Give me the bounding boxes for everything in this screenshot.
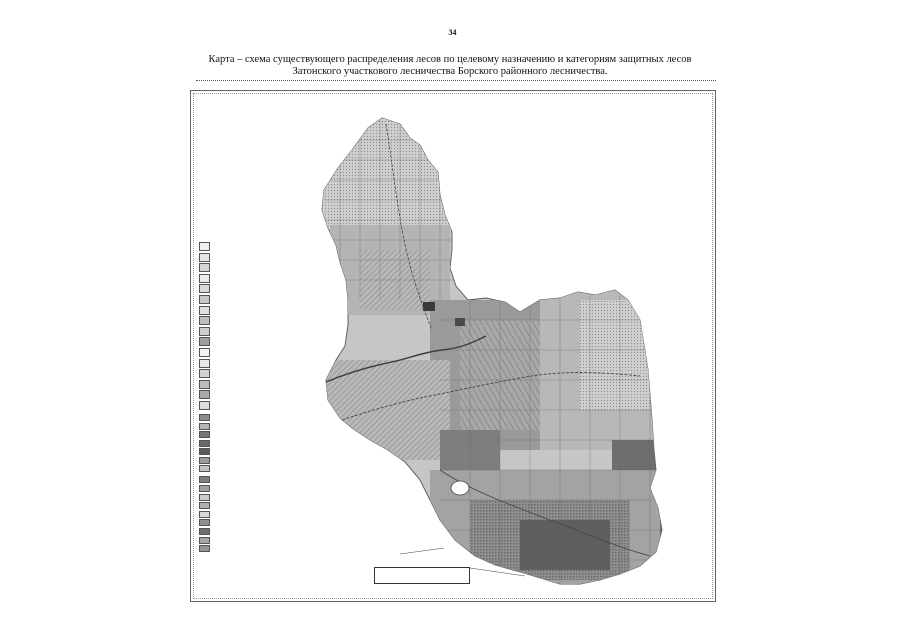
legend-item (199, 448, 364, 455)
boundary-legend-box (374, 567, 470, 584)
legend-swatch (199, 414, 210, 421)
legend-swatch (199, 306, 210, 315)
legend-item (199, 327, 364, 336)
legend-swatch (199, 295, 210, 304)
legend-swatch (199, 369, 210, 378)
legend-swatch (199, 284, 210, 293)
legend-item (199, 545, 364, 552)
legend-item (199, 440, 364, 447)
legend-swatch (199, 485, 210, 492)
legend-swatch (199, 519, 210, 526)
legend-swatch (199, 316, 210, 325)
legend-item (199, 337, 364, 346)
legend-item (199, 348, 364, 357)
settlement-block (455, 318, 465, 326)
legend-swatch (199, 337, 210, 346)
legend-item (199, 431, 364, 438)
legend-swatch (199, 380, 210, 389)
legend-swatch (199, 348, 210, 357)
legend-item (199, 476, 364, 483)
legend-item (199, 253, 364, 262)
legend-item (199, 502, 364, 509)
legend-swatch (199, 423, 210, 430)
legend-swatch (199, 457, 210, 464)
legend-swatch (199, 242, 210, 251)
legend-item (199, 316, 364, 325)
settlement-block (423, 302, 435, 311)
legend-swatch (199, 545, 210, 552)
legend-swatch (199, 465, 210, 472)
legend-item (199, 511, 364, 518)
map-title-line2: Затонского участкового лесничества Борского районного лесничества. (292, 66, 608, 77)
legend-item (199, 519, 364, 526)
legend-item (199, 274, 364, 283)
legend-swatch (199, 528, 210, 535)
legend-item (199, 494, 364, 501)
legend-item (199, 263, 364, 272)
legend-swatch (199, 448, 210, 455)
legend-swatch (199, 494, 210, 501)
label-leader (400, 548, 444, 554)
legend-item (199, 465, 364, 472)
lake (451, 481, 469, 495)
legend-item (199, 401, 364, 410)
legend-swatch (199, 274, 210, 283)
page-number: 34 (448, 28, 457, 37)
legend-item (199, 295, 364, 304)
legend-swatch (199, 511, 210, 518)
legend-item (199, 414, 364, 421)
legend-item (199, 423, 364, 430)
legend-swatch (199, 253, 210, 262)
legend-item (199, 380, 364, 389)
legend-swatch (199, 476, 210, 483)
legend-swatch (199, 431, 210, 438)
legend-swatch (199, 440, 210, 447)
legend-swatch (199, 537, 210, 544)
legend-swatch (199, 263, 210, 272)
legend-swatch (199, 327, 210, 336)
legend-item (199, 528, 364, 535)
legend-swatch (199, 502, 210, 509)
legend-item (199, 390, 364, 399)
map-legend (199, 238, 364, 554)
legend-swatch (199, 401, 210, 410)
legend-item (199, 284, 364, 293)
legend-item (199, 485, 364, 492)
legend-item (199, 369, 364, 378)
map-title-line1: Карта – схема существующего распределения лесов по целевому назначению и категориям защитных лесов (208, 54, 692, 65)
legend-item (199, 537, 364, 544)
legend-swatch (199, 390, 210, 399)
legend-item (199, 306, 364, 315)
legend-item (199, 359, 364, 368)
legend-swatch (199, 359, 210, 368)
legend-item (199, 242, 364, 251)
legend-item (199, 457, 364, 464)
